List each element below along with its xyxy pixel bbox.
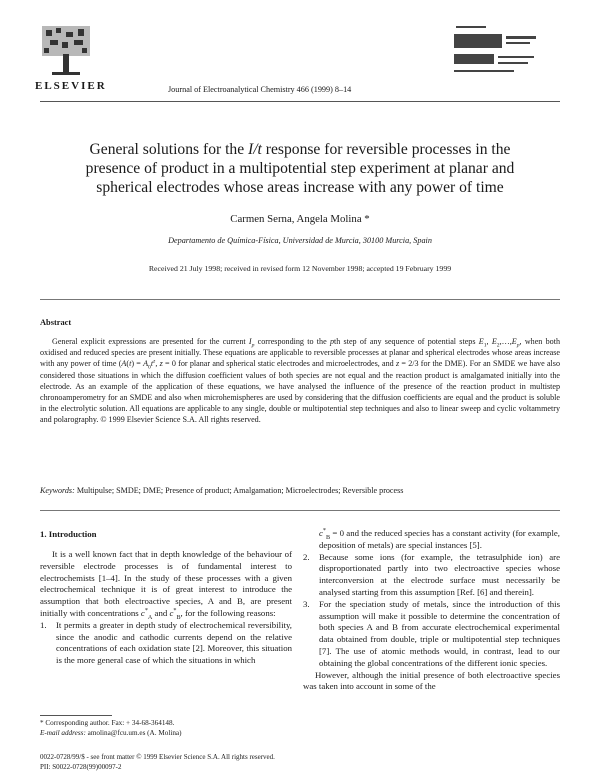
title-line-1-post: response for reversible processes in the [261,141,511,158]
abstract-text: corresponding to the [254,337,330,346]
email-address[interactable]: amolina@fcu.um.es (A. Molina) [87,729,182,737]
email-line [40,728,292,738]
intro-paragraph-1: It is a well known fact that in depth knowledge of the behaviour of reversible electrode processes is of fundamental interest to electrochemists [1–4]. In the study of these processes with a given electrochemical technique it is of great interest to introduce the assumption that both electroactive species, A and B, are present initially with concentrations $c^*_A$ and $c^*_B$, for the following reasons: [40,549,292,621]
journal-citation: Journal of Electroanalytical Chemistry 466 (1999) 8–14 [168,85,352,94]
list-item-text: It permits a greater in depth study of electrochemical reversibility, since the anodic and cathodic currents depend on the relative concentrations of each oxidation state [2]. Moreover, this situation is the more general case of which the situations in which [56,619,292,666]
list-item-number: 2. [303,551,310,562]
journal-cover-thumbnail [450,22,542,82]
list-item-continuation: $c^*_B = 0$ and the reduced species has a constant activity (for example, deposition of metals) are special instances [5]. [319,528,560,550]
intro-text: and [152,607,170,618]
affiliation: Departamento de Química-Física, Universidad de Murcia, 30100 Murcia, Spain [168,236,432,245]
list-item-number: 3. [303,598,310,609]
corresponding-author: * Corresponding author. Fax: + 34-68-364148. [40,719,175,727]
abstract-text: th step of any sequence of potential steps [333,337,479,346]
abstract-bottom-rule [40,510,560,511]
list-item-text: = 0 and the reduced species has a constant activity (for example, deposition of metals) are special instances [5]. [319,528,560,550]
abstract-body: General explicit expressions are presented for the current $I_p$ corresponding to the pth step of any sequence of potential steps $E_1$, $E_2,\dots,E_p$, when both oxidised and reduced species are present initially. These equations are applicable to reversible processes at planar and spherical electrodes whose areas increase with any power of time ($A(t) = A_0t^z$, z = 0 for planar and spherical static electrodes and microelectrodes, and z = 2/3 for the DME). For an SMDE we have also considered those situations in which the diffusion coefficient values of both species are not equal and the reaction product is amalgamated initially into the electrode. As an example of the application of these equations, we have analysed the influence of the presence of the reaction product in multistep chronoamperometry for an SMDE and also when microhemispheres are used by considering that the diffusion coefficients are equal and the product is soluble in the electrolytic solution. All equations are applicable to any single, double or multipotential step techniques and also to linear sweep and cyclic voltammetry and polarography. © 1999 Elsevier Science S.A. All rights reserved. [40,337,560,425]
list-item-number: 1. [40,619,47,630]
submission-dates: Received 21 July 1998; received in revised form 12 November 1998; accepted 19 February 1999 [148,264,452,273]
title-line-2: presence of product in a multipotential step experiment at planar and [85,160,515,177]
abstract-text: , when both oxidised and reduced species are present initially. These equations are applicable to reversible processes at planar and spherical electrodes whose areas increase with any power of time ( [40,337,560,369]
title-variable: I/t [248,141,262,158]
title-line-3: spherical electrodes whose areas increase with any power of time [96,179,504,196]
keywords-list: Multipulse; SMDE; DME; Presence of product; Amalgamation; Microelectrodes; Reversible process [76,486,404,495]
email-label: E-mail address: [40,729,86,737]
list-item-text: Because some ions (for example, the tetrasulphide ion) are disproportionated partly into two electroactive species whose interconversion at the electrode surface must necessarily be analysed starting from this assumption [Ref. [6] and therein]. [319,551,560,597]
abstract-top-rule [40,299,560,300]
keywords-label: Keywords: [40,486,75,495]
list-item [303,599,560,670]
pii-line: PII: S0022-0728(99)00097-2 [40,762,122,771]
footnote [40,718,292,738]
list-item [40,620,292,667]
abstract-text: for planar and spherical static electrodes and microelectrodes, and [175,359,396,369]
keywords [40,486,560,495]
header-rule [40,101,560,102]
article-title [40,140,560,197]
elsevier-tree-logo [38,20,94,78]
section-heading-introduction: 1. Introduction [40,529,97,539]
intro-text: , for the following reasons: [180,607,276,618]
right-column [303,528,560,693]
footnote-rule [40,715,112,716]
abstract-text: for the DME). For an SMDE we have also considered those situations in which the diffusion coefficient values of both species are not equal and the reaction product is amalgamated initially into the electrode. As an example of the application of these equations, we have analysed the influence of the presence of the reaction product in multistep chronoamperometry for an SMDE and also when microhemispheres are used by considering that the diffusion coefficients are equal and the product is soluble in the electrolytic solution. All equations are applicable to any single, double or multipotential step techniques and also to linear sweep and cyclic voltammetry and polarography. © 1999 Elsevier Science S.A. All rights reserved. [40,359,560,425]
abstract-heading: Abstract [40,318,72,327]
copyright-block [40,753,440,772]
list-item-text: For the speciation study of metals, since the introduction of this assumption will make it possible to determine the concentration of both species A and B from accurate electrochemical experimental data obtained from double, triple or multipotential step techniques [7]. The use of atomic methods would, in contrast, lead to our obtaining the global concentrations of the different ionic species. [319,598,560,668]
issn-line: 0022-0728/99/$ - see front matter © 1999 Elsevier Science S.A. All rights reserved. [40,753,275,761]
intro-text: It is a well known fact that in depth knowledge of the behaviour of reversible electrode processes is of fundamental interest to electrochemists [1–4]. In the study of these processes with a given electrochemical technique it is of great interest to introduce the assumption that both electroactive species, A and B, are present initially with concentrations [40,549,292,618]
abstract-text: General explicit expressions are presented for the current [52,337,249,346]
publisher-logo-text: ELSEVIER [35,80,107,92]
left-column [40,549,292,667]
intro-paragraph-2: However, although the initial presence of both electroactive species was taken into account in some of the [303,669,560,692]
list-item [303,552,560,599]
author-list: Carmen Serna, Angela Molina * [230,213,370,225]
title-line-1-pre: General solutions for the [89,141,249,158]
